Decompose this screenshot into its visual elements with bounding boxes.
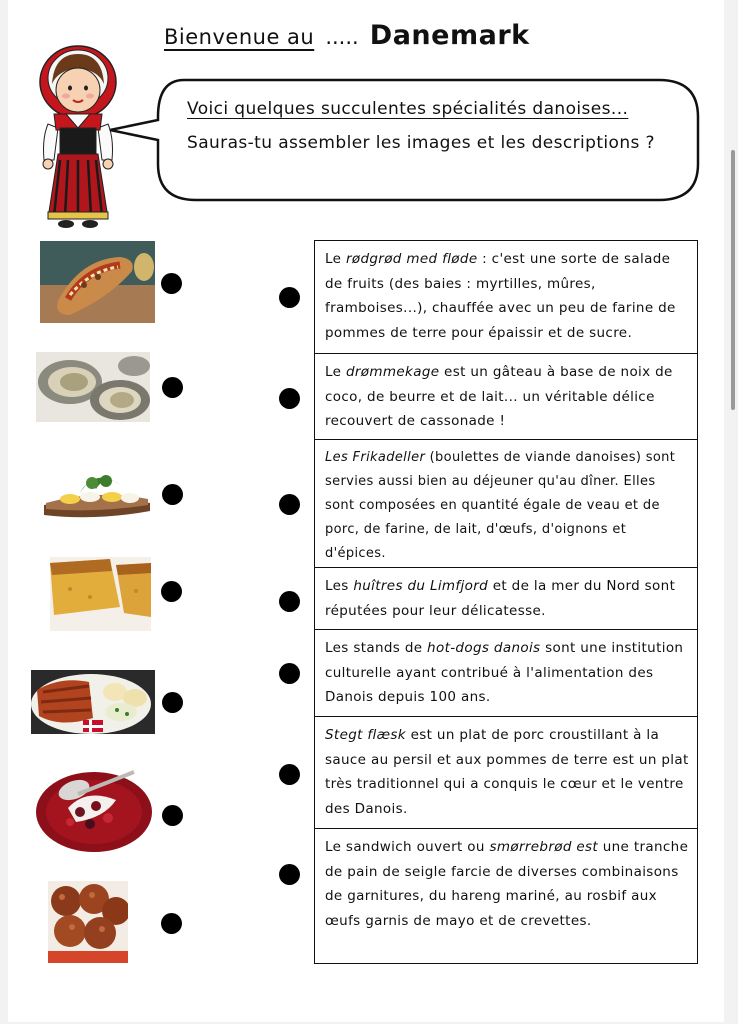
description-drommekage: Le drømmekage est un gâteau à base de noix de coco, de beurre et de lait... un véritable délice recouvert de cassonade !: [314, 353, 698, 440]
image-hot-dog: [40, 241, 155, 323]
image-rodgrod-berries: [34, 768, 154, 854]
match-dot-description-7[interactable]: [279, 864, 300, 885]
intro-line-2: Sauras-tu assembler les images et les descriptions ?: [187, 133, 655, 153]
match-dot-description-2[interactable]: [279, 388, 300, 409]
intro-line-1: Voici quelques succulentes spécialités danoises...: [187, 99, 629, 119]
match-dot-description-1[interactable]: [279, 287, 300, 308]
intro-text: [187, 92, 687, 160]
scrollbar[interactable]: [731, 150, 735, 410]
image-drommekage-cake: [50, 557, 151, 631]
match-dot-image-3[interactable]: [162, 484, 183, 505]
description-hot-dogs: Les stands de hot-dogs danois sont une institution culturelle ayant contribué à l'alimentation des Danois depuis 100 ans.: [314, 629, 698, 717]
match-dot-description-4[interactable]: [279, 591, 300, 612]
match-dot-image-7[interactable]: [161, 913, 182, 934]
title-prefix: Bienvenue au: [164, 25, 315, 49]
match-dot-image-2[interactable]: [162, 377, 183, 398]
description-smorrebrod: Le sandwich ouvert ou smørrebrød est une tranche de pain de seigle farcie de diverses combinaisons de garnitures, du hareng mariné, au rosbif aux œufs garnis de mayo et de crevettes.: [314, 828, 698, 964]
match-dot-image-1[interactable]: [161, 273, 182, 294]
description-rodgrod: Le rødgrød med fløde : c'est une sorte de salade de fruits (des baies : myrtilles, mûres, framboises...), chauffée avec un peu de farine de pommes de terre pour épaissir et de sucre.: [314, 240, 698, 354]
match-dot-description-6[interactable]: [279, 764, 300, 785]
match-dot-image-6[interactable]: [162, 805, 183, 826]
image-frikadeller-meatballs: [48, 881, 128, 963]
description-frikadeller: Les Frikadeller (boulettes de viande danoises) sont servies aussi bien au déjeuner qu'au dîner. Elles sont composées en quantité égale de veau et de porc, de farine, de lait, d'œufs, d'oignons et d'épices.: [314, 439, 698, 568]
title-country: Danemark: [369, 20, 530, 51]
description-stegt-flaesk: Stegt flæsk est un plat de porc croustillant à la sauce au persil et aux pommes de terre est un plat très traditionnel qui a conquis le cœur et le ventre des Danois.: [314, 716, 698, 829]
match-dot-image-4[interactable]: [161, 581, 182, 602]
image-smorrebrod: [40, 465, 154, 521]
image-oysters: [36, 352, 150, 422]
match-dot-description-3[interactable]: [279, 494, 300, 515]
match-dot-image-5[interactable]: [162, 692, 183, 713]
title-dots: .....: [325, 25, 359, 49]
match-dot-description-5[interactable]: [279, 663, 300, 684]
image-stegt-flaesk: [31, 670, 155, 734]
description-oysters: Les huîtres du Limfjord et de la mer du Nord sont réputées pour leur délicatesse.: [314, 567, 698, 630]
page-title: [164, 20, 530, 51]
